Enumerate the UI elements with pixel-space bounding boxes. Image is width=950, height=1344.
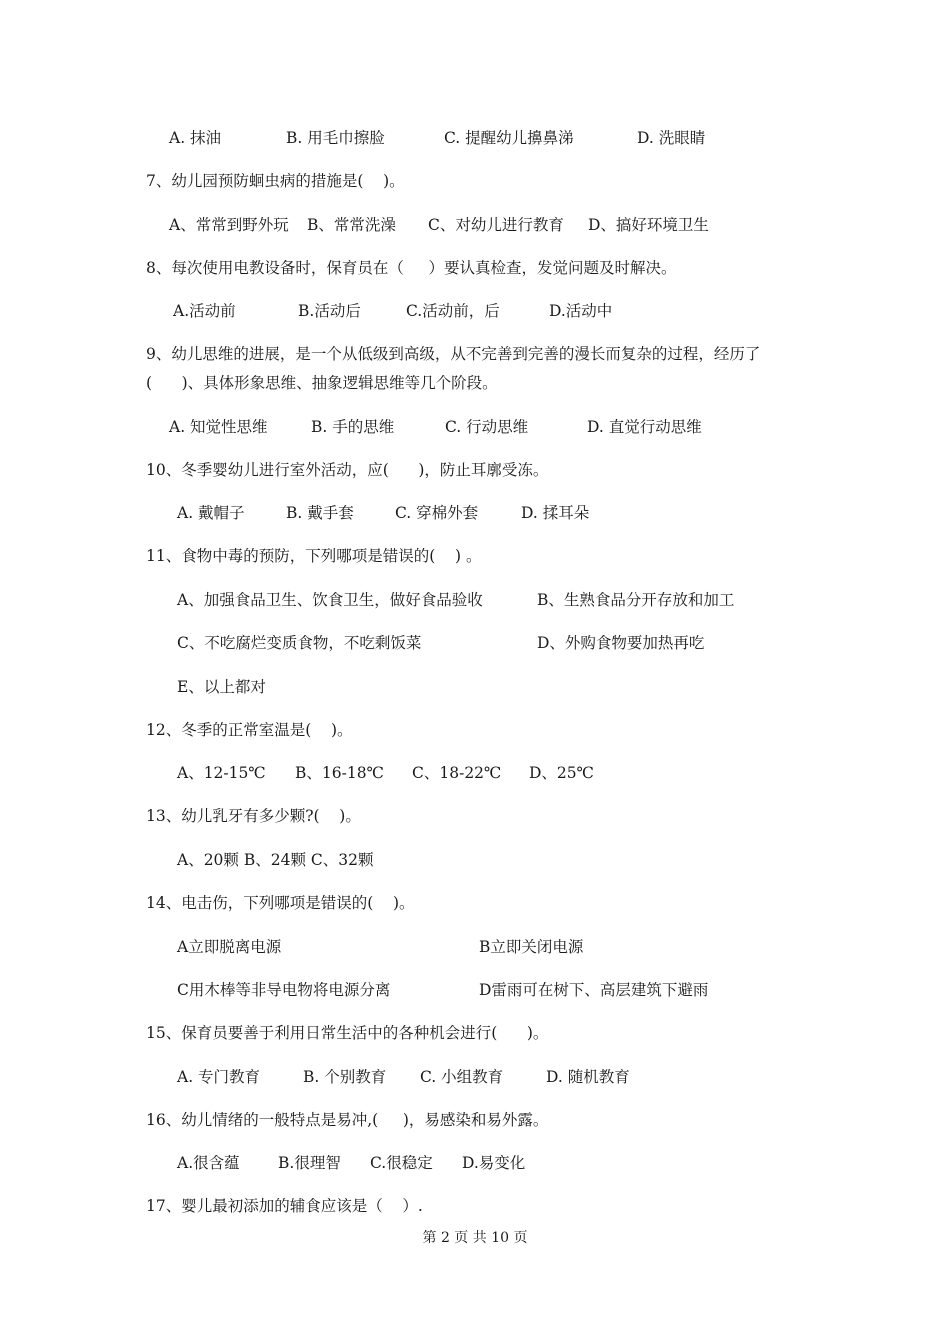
q14-option-b: B立即关闭电源: [479, 938, 584, 956]
q16-option-d: D.易变化: [462, 1154, 526, 1172]
q6-option-d: D. 洗眼睛: [637, 129, 706, 147]
q9-option-c: C. 行动思维: [445, 418, 529, 436]
q13-stem: 13、幼儿乳牙有多少颗?( )。: [146, 807, 361, 825]
q12-option-a: A、12-15℃: [177, 764, 266, 782]
q12-option-d: D、25℃: [529, 764, 594, 782]
q6-option-c: C. 提醒幼儿擤鼻涕: [444, 129, 574, 147]
q9-option-d: D. 直觉行动思维: [587, 418, 702, 436]
q13-options: A、20颗 B、24颗 C、32颗: [177, 851, 374, 869]
q15-option-a: A. 专门教育: [177, 1068, 261, 1086]
q10-option-b: B. 戴手套: [286, 504, 354, 522]
q7-stem: 7、幼儿园预防蛔虫病的措施是( )。: [146, 172, 405, 190]
q7-option-c: C、对幼儿进行教育: [428, 216, 564, 234]
q11-option-e: E、以上都对: [177, 678, 266, 696]
q8-option-a: A.活动前: [173, 302, 236, 320]
q8-option-b: B.活动后: [298, 302, 361, 320]
q11-stem: 11、食物中毒的预防，下列哪项是错误的( ) 。: [146, 547, 482, 565]
q9-stem-line-2: ( )、具体形象思维、抽象逻辑思维等几个阶段。: [146, 374, 498, 392]
q14-stem: 14、电击伤，下列哪项是错误的( )。: [146, 894, 415, 912]
q10-stem: 10、冬季婴幼儿进行室外活动，应( )，防止耳廓受冻。: [146, 461, 549, 479]
q14-option-c: C用木棒等非导电物将电源分离: [177, 981, 391, 999]
q11-option-a: A、加强食品卫生、饮食卫生，做好食品验收: [177, 591, 483, 609]
q10-option-a: A. 戴帽子: [177, 504, 245, 522]
q15-option-d: D. 随机教育: [546, 1068, 630, 1086]
q12-stem: 12、冬季的正常室温是( )。: [146, 721, 353, 739]
q9-option-b: B. 手的思维: [311, 418, 395, 436]
q14-option-a: A立即脱离电源: [177, 938, 282, 956]
q8-option-d: D.活动中: [549, 302, 613, 320]
q16-stem: 16、幼儿情绪的一般特点是易冲,( )，易感染和易外露。: [146, 1111, 549, 1129]
q15-option-c: C. 小组教育: [420, 1068, 504, 1086]
q8-option-c: C.活动前，后: [406, 302, 500, 320]
q7-option-a: A、常常到野外玩: [169, 216, 289, 234]
q10-option-c: C. 穿棉外套: [395, 504, 479, 522]
q11-option-d: D、外购食物要加热再吃: [537, 634, 705, 652]
q17-stem: 17、婴儿最初添加的辅食应该是（ ）.: [146, 1197, 423, 1215]
q9-option-a: A. 知觉性思维: [169, 418, 268, 436]
q6-option-b: B. 用毛巾擦脸: [286, 129, 385, 147]
q15-option-b: B. 个别教育: [303, 1068, 387, 1086]
q12-option-b: B、16-18℃: [295, 764, 384, 782]
q12-option-c: C、18-22℃: [412, 764, 502, 782]
q8-stem: 8、每次使用电教设备时，保育员在（ ）要认真检查，发觉问题及时解决。: [146, 259, 677, 277]
q16-option-b: B.很理智: [278, 1154, 341, 1172]
page-footer: [0, 1229, 950, 1247]
q11-option-c: C、不吃腐烂变质食物，不吃剩饭菜: [177, 634, 422, 652]
q6-option-a: A. 抹油: [169, 129, 222, 147]
q9-stem-line-1: 9、幼儿思维的进展，是一个从低级到高级，从不完善到完善的漫长而复杂的过程，经历了: [146, 345, 761, 363]
q10-option-d: D. 揉耳朵: [521, 504, 590, 522]
q7-option-b: B、常常洗澡: [307, 216, 396, 234]
q16-option-a: A.很含蕴: [177, 1154, 240, 1172]
q14-option-d: D雷雨可在树下、高层建筑下避雨: [479, 981, 709, 999]
q16-option-c: C.很稳定: [370, 1154, 433, 1172]
q11-option-b: B、生熟食品分开存放和加工: [537, 591, 735, 609]
q15-stem: 15、保育员要善于利用日常生活中的各种机会进行( )。: [146, 1024, 549, 1042]
q7-option-d: D、搞好环境卫生: [588, 216, 709, 234]
page-number: 第 2 页 共 10 页: [422, 1230, 528, 1246]
